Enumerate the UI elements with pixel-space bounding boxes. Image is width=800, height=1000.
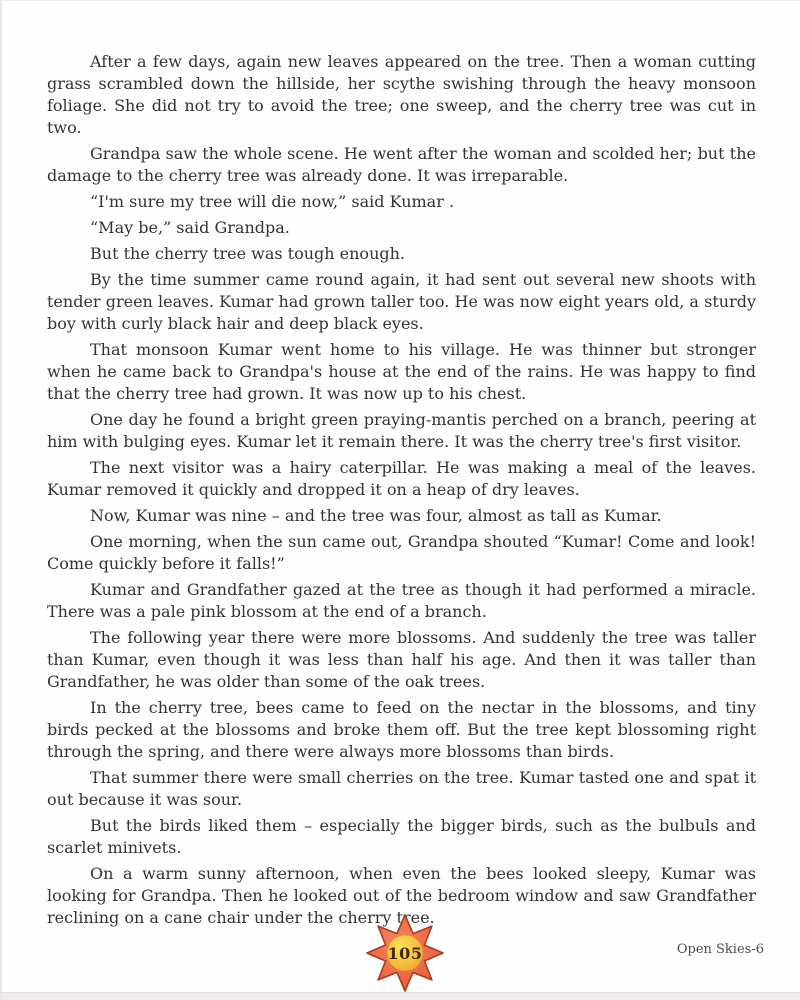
page-number-badge [366, 914, 444, 992]
paragraph: Kumar and Grandfather gazed at the tree as though it had performed a miracle. There was a pale pink blossom at the end of a branch. [47, 580, 756, 621]
paragraph: That summer there were small cherries on the tree. Kumar tasted one and spat it out because it was sour. [47, 768, 756, 809]
paragraph: Grandpa saw the whole scene. He went after the woman and scolded her; but the damage to the cherry tree was already done. It was irreparable. [47, 144, 756, 185]
paragraph: “I'm sure my tree will die now,” said Kumar . [90, 192, 455, 211]
page-bottom-edge [2, 992, 800, 1000]
paragraph: By the time summer came round again, it had sent out several new shoots with tender green leaves. Kumar had grown taller too. He was now eight years old, a sturdy boy with curly black hair and deep black eyes. [47, 270, 756, 333]
book-title: Open Skies-6 [676, 942, 764, 957]
paragraph: On a warm sunny afternoon, when even the bees looked sleepy, Kumar was looking for Grandpa. Then he looked out of the bedroom window and saw Grandfather reclining on a cane chair under the cherry tree. [47, 864, 756, 927]
story-text [47, 51, 756, 933]
paragraph: That monsoon Kumar went home to his village. He was thinner but stronger when he came back to Grandpa's house at the end of the rains. He was happy to find that the cherry tree had grown. It was now up to his chest. [47, 340, 756, 403]
paragraph: Now, Kumar was nine – and the tree was four, almost as tall as Kumar. [90, 506, 662, 525]
paragraph: One morning, when the sun came out, Grandpa shouted “Kumar! Come and look! Come quickly before it falls!” [47, 532, 756, 573]
paragraph: After a few days, again new leaves appeared on the tree. Then a woman cutting grass scrambled down the hillside, her scythe swishing through the heavy monsoon foliage. She did not try to avoid the tree; one sweep, and the cherry tree was cut in two. [47, 52, 756, 137]
paragraph: The next visitor was a hairy caterpillar. He was making a meal of the leaves. Kumar removed it quickly and dropped it on a heap of dry leaves. [47, 458, 756, 499]
paragraph: In the cherry tree, bees came to feed on the nectar in the blossoms, and tiny birds pecked at the blossoms and broke them off. But the tree kept blossoming right through the spring, and there were always more blossoms than birds. [47, 698, 756, 761]
paragraph: But the birds liked them – especially the bigger birds, such as the bulbuls and scarlet minivets. [47, 816, 756, 857]
paragraph: But the cherry tree was tough enough. [90, 244, 405, 263]
paragraph: “May be,” said Grandpa. [90, 218, 290, 237]
page-number: 105 [387, 943, 423, 963]
paragraph: The following year there were more blossoms. And suddenly the tree was taller than Kumar, even though it was less than half his age. And then it was taller than Grandfather, he was older than some of the oak trees. [47, 628, 756, 691]
paragraph: One day he found a bright green praying-mantis perched on a branch, peering at him with bulging eyes. Kumar let it remain there. It was the cherry tree's first visitor. [47, 410, 756, 451]
